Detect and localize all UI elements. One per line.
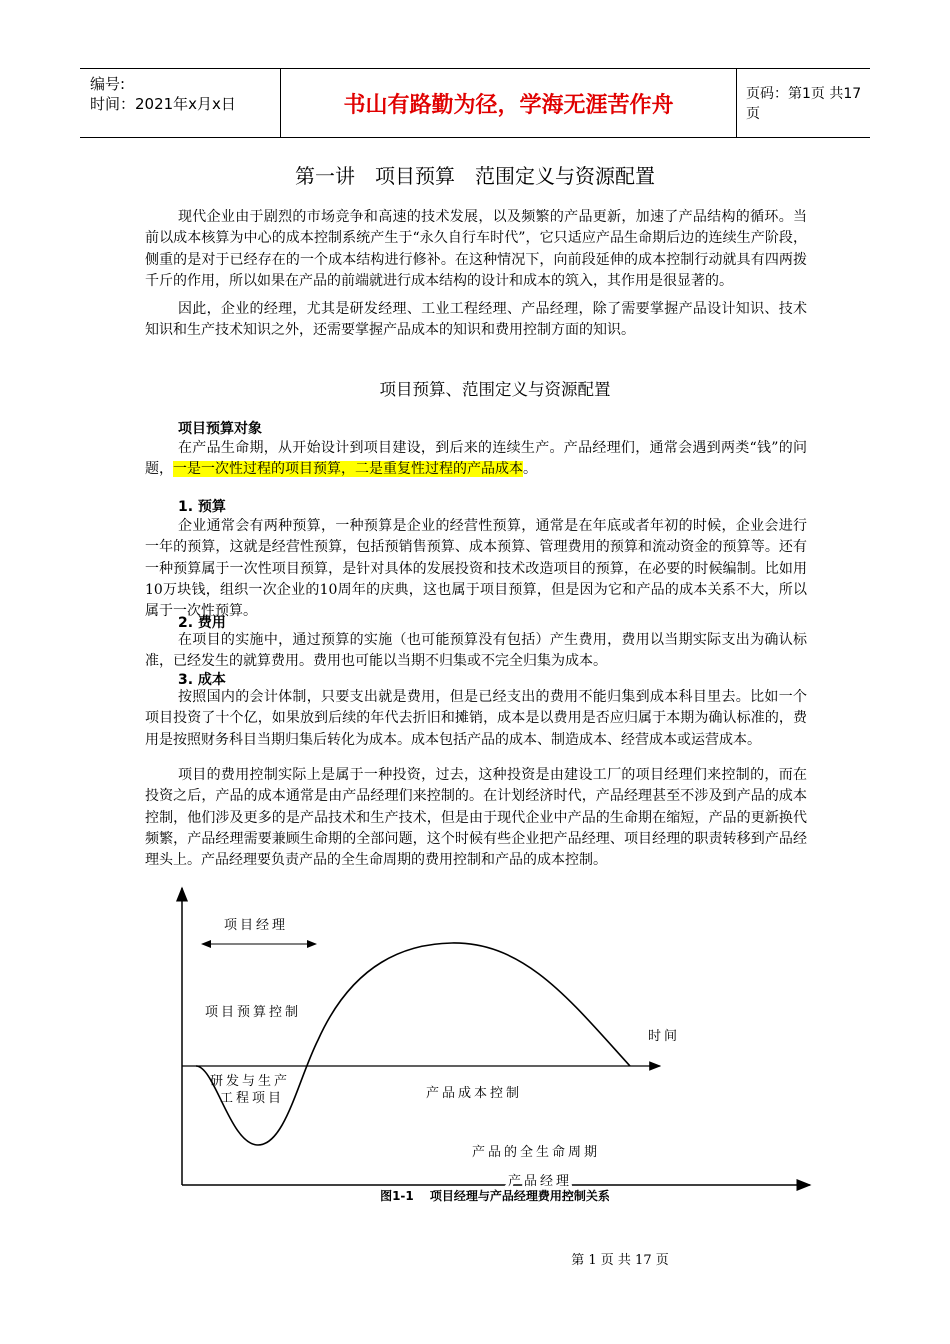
page-info: 页码：第1页 共17页 <box>746 86 862 122</box>
header-table <box>80 68 870 138</box>
intro-paragraph-1: 现代企业由于剧烈的市场竞争和高速的技术发展，以及频繁的产品更新，加速了产品结构的循环。当前以成本核算为中心的成本控制系统产生于“永久自行车时代”，它只适应产品生命期后边的连续生产阶段，侧重的是对于已经存在的一个成本结构进行修补。在这种情况下，向前段延伸的成本控制行动就具有四两拨千斤的作用，所以如果在产品的前端就进行成本结构的设计和成本的筑入，其作用是很显著的。 <box>145 209 807 289</box>
expense-heading: 2. 费用 <box>178 615 226 631</box>
expense-paragraph: 在项目的实施中，通过预算的实施（也可能预算没有包括）产生费用，费用以当期实际支出为确认标准，已经发生的就算费用。费用也可能以当期不归集或不完全归集为成本。 <box>145 632 807 670</box>
cost-curve <box>196 943 630 1145</box>
label-project-manager: 项目经理 <box>224 918 289 933</box>
intro-paragraph-2: 因此，企业的经理，尤其是研发经理、工业工程经理、产品经理，除了需要掌握产品设计知识、技术知识和生产技术知识之外，还需要掌握产品成本的知识和费用控制方面的知识。 <box>145 301 807 339</box>
page-footer: 第 1 页 共 17 页 <box>571 1253 669 1268</box>
label-budget-control: 项目预算控制 <box>205 1005 302 1020</box>
object-paragraph <box>145 438 807 481</box>
cost-control-diagram <box>170 880 820 1200</box>
label-lifecycle: 产品的全生命周期 <box>472 1145 601 1160</box>
label-rd-line1: 研发与生产 <box>210 1074 291 1089</box>
page-title: 第一讲 项目预算 范围定义与资源配置 <box>295 164 655 188</box>
object-text-end: 。 <box>523 461 537 478</box>
highlighted-text: 一是一次性过程的项目预算，二是重复性过程的产品成本 <box>173 461 523 478</box>
budget-heading: 1. 预算 <box>178 499 226 515</box>
budget-paragraph: 企业通常会有两种预算，一种预算是企业的经营性预算，通常是在年底或者年初的时候，企业会进行一年的预算，这就是经营性预算，包括预销售预算、成本预算、管理费用的预算和流动资金的预算等。还有一种预算属于一次性项目预算，是针对具体的发展投资和技术改造项目的预算，在必要的时候编制。比如用10万块钱，组织一次企业的10周年的庆典，这也属于项目预算，但是因为它和产品的成本关系不大，所以属于一次性预算。 <box>145 518 807 620</box>
section-title: 项目预算、范围定义与资源配置 <box>379 380 611 399</box>
object-heading: 项目预算对象 <box>178 421 262 437</box>
code-label: 编号: <box>90 75 126 93</box>
label-time: 时间 <box>648 1029 681 1044</box>
label-product-manager: 产品经理 <box>508 1174 573 1189</box>
figure-caption: 图1-1 项目经理与产品经理费用控制关系 <box>380 1189 610 1203</box>
motto: 书山有路勤为径，学海无涯苦作舟 <box>280 69 737 137</box>
date-label: 时间：2021年x月x日 <box>90 95 236 113</box>
label-rd-line2: 工程项目 <box>220 1091 285 1106</box>
cost-paragraph-2: 项目的费用控制实际上是属于一种投资，过去，这种投资是由建设工厂的项目经理们来控制的，而在投资之后，产品的成本通常是由产品经理们来控制的。在计划经济时代，产品经理甚至不涉及到产品的成本控制，他们涉及更多的是产品技术和生产技术，但是由于现代企业中产品的生命期在缩短，产品的更新换代频繁，产品经理需要兼顾生命期的全部问题，这个时候有些企业把产品经理、项目经理的职责转移到产品经理头上。产品经理要负责产品的全生命周期的费用控制和产品的成本控制。 <box>145 767 807 869</box>
cost-paragraph-1: 按照国内的会计体制，只要支出就是费用，但是已经支出的费用不能归集到成本科目里去。比如一个项目投资了十个亿，如果放到后续的年代去折旧和摊销，成本是以费用是否应归属于本期为确认标准的，费用是按照财务科目当期归集后转化为成本。成本包括产品的成本、制造成本、经营成本或运营成本。 <box>145 689 807 748</box>
header-left-cell <box>80 69 280 137</box>
object-text: 在产品生命期，从开始设计到项目建设，到后来的连续生产。产品经理们，通常会遇到两类“钱”的问题， <box>145 440 807 478</box>
cost-heading: 3. 成本 <box>178 672 226 688</box>
label-product-cost-control: 产品成本控制 <box>426 1086 523 1101</box>
